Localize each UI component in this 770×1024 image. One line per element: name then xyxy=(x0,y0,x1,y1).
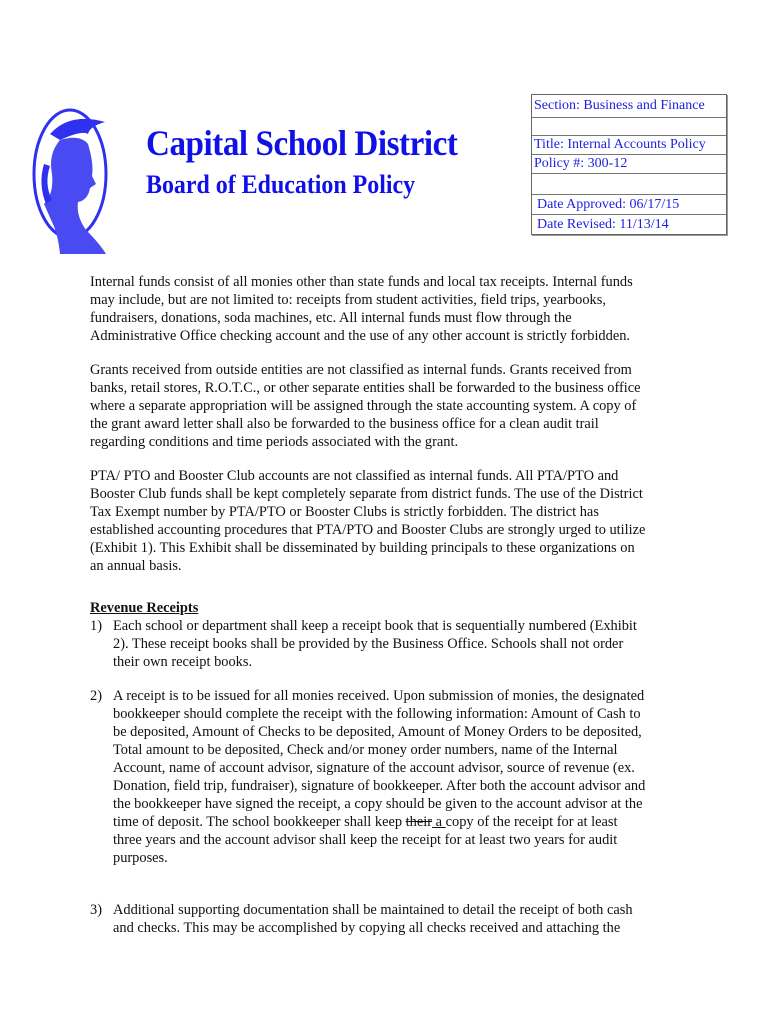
title-cell: Title: Internal Accounts Policy xyxy=(532,136,726,155)
policy-info-table xyxy=(531,94,727,235)
policy-number-cell: Policy #: 300-12 xyxy=(532,155,726,174)
text-line: bookkeeper should complete the receipt with the following information: Amount of Cash to xyxy=(113,706,641,722)
text-line: banks, retail stores, R.O.T.C., or other separate entities shall be forwarded to the business office xyxy=(90,380,641,396)
text-line: their own receipt books. xyxy=(113,654,253,670)
text-line: Donation, field trip, fundraiser), signature of bookkeeper. After both the account advisor and xyxy=(113,778,646,794)
empty-cell xyxy=(532,118,726,136)
text-line: Additional supporting documentation shall be maintained to detail the receipt of both cash xyxy=(113,902,633,918)
text-line: the bookkeeper have signed the receipt, a copy should be given to the account advisor at the xyxy=(113,796,643,812)
text-line: PTA/ PTO and Booster Club accounts are not classified as internal funds. All PTA/PTO and xyxy=(90,468,619,484)
document-subtitle: Board of Education Policy xyxy=(146,170,416,199)
list-item xyxy=(90,687,690,867)
text-line: be deposited, Amount of Checks to be deposited, Amount of Money Orders to be deposited, xyxy=(113,724,642,740)
date-approved-cell: Date Approved: 06/17/15 xyxy=(532,195,726,215)
list-item xyxy=(90,617,690,671)
text-line: the grant award letter shall also be forwarded to the business office for a clean audit trail xyxy=(90,416,599,432)
text-line: (Exhibit 1). This Exhibit shall be disseminated by building principals to these organizations on xyxy=(90,540,635,556)
text-line: Grants received from outside entities are not classified as internal funds. Grants received from xyxy=(90,362,632,378)
text-line: three years and the account advisor shall keep the receipt for at least two years for audit xyxy=(113,832,618,848)
text: copy of the receipt for at least xyxy=(445,814,618,830)
paragraph xyxy=(90,467,690,575)
list-item xyxy=(90,901,690,937)
text-line: may include, but are not limited to: receipts from student activities, field trips, yearbooks, xyxy=(90,292,606,308)
policy-body xyxy=(90,273,690,953)
text-line: Each school or department shall keep a receipt book that is sequentially numbered (Exhibit xyxy=(113,618,637,634)
text-line: and checks. This may be accomplished by copying all checks received and attaching the xyxy=(113,920,621,936)
struck-text: their xyxy=(405,814,433,830)
revenue-receipts-heading: Revenue Receipts xyxy=(90,600,199,616)
date-revised-cell: Date Revised: 11/13/14 xyxy=(537,217,669,232)
section-cell: Section: Business and Finance xyxy=(532,95,726,118)
text-line: Internal funds consist of all monies other than state funds and local tax receipts. Internal funds xyxy=(90,274,633,290)
item-number: 1) xyxy=(90,618,102,634)
text-line: established accounting procedures that PTA/PTO and Booster Clubs are strongly urged to utilize xyxy=(90,522,646,538)
text-line: regarding conditions and time periods associated with the grant. xyxy=(90,434,459,450)
inserted-text: a xyxy=(432,814,446,830)
paragraph xyxy=(90,273,690,345)
district-name: Capital School District xyxy=(146,123,458,163)
text: time of deposit. The school bookkeeper shall keep xyxy=(113,814,406,830)
text-line xyxy=(113,813,690,831)
text-line: fundraisers, donations, soda machines, etc. All internal funds must flow through the xyxy=(90,310,572,326)
item-number: 2) xyxy=(90,688,102,704)
text-line: Tax Exempt number by PTA/PTO or Booster Clubs is strictly forbidden. The district has xyxy=(90,504,599,520)
paragraph xyxy=(90,361,690,451)
text-line: an annual basis. xyxy=(90,558,182,574)
item-number: 3) xyxy=(90,902,102,918)
empty-cell xyxy=(532,174,726,195)
text-line: A receipt is to be issued for all monies received. Upon submission of monies, the designated xyxy=(113,688,645,704)
minuteman-logo-icon xyxy=(30,104,112,254)
text-line: Total amount to be deposited, Check and/or money order numbers, name of the Internal xyxy=(113,742,618,758)
text-line: Administrative Office checking account and the use of any other account is strictly forbidden. xyxy=(90,328,631,344)
text-line: Account, name of account advisor, signature of the account advisor, source of revenue (ex. xyxy=(113,760,635,776)
text-line: Booster Club funds shall be kept completely separate from district funds. The use of the District xyxy=(90,486,643,502)
text-line: where a separate appropriation will be assigned through the state accounting system. A copy of xyxy=(90,398,637,414)
text-line: 2). These receipt books shall be provided by the Business Office. Schools shall not order xyxy=(113,636,624,652)
text-line: purposes. xyxy=(113,850,168,866)
